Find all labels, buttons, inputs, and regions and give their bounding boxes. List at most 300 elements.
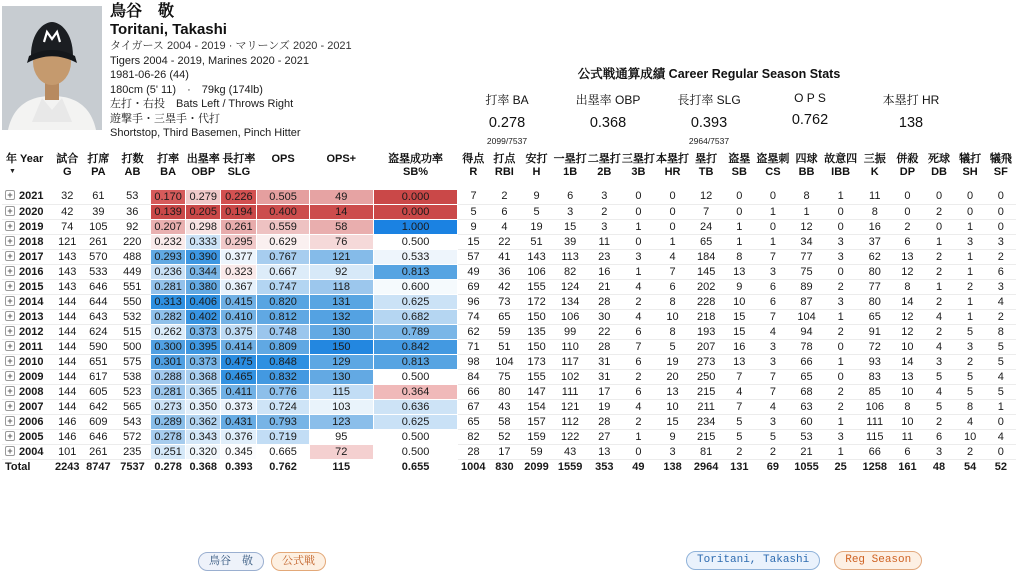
expand-row-icon[interactable]: + — [5, 206, 15, 216]
career-stat-obp: 出塁率 OBP 0.368 — [575, 93, 641, 131]
expand-row-icon[interactable]: + — [5, 251, 15, 261]
year-cell: + 2007 — [2, 399, 52, 414]
cell-1b: 43 — [553, 444, 587, 459]
cell-sh: 2 — [955, 444, 986, 459]
cell-dp: 2 — [891, 219, 923, 234]
col-header-opsplus[interactable]: OPS+ — [326, 153, 357, 165]
cell-dp: 6 — [891, 234, 923, 249]
year-cell: + 2013 — [2, 309, 52, 324]
cell-tb: 211 — [690, 399, 723, 414]
cell-pa: 646 — [82, 279, 114, 294]
cell-2b: 19 — [587, 399, 621, 414]
col-header-2b[interactable]: 二塁打 2B — [587, 153, 621, 178]
cell-slg: 0.261 — [221, 219, 257, 234]
cell-sb: 15 — [723, 324, 756, 339]
cell-rbi: 17 — [489, 444, 520, 459]
expand-row-icon[interactable]: + — [5, 190, 15, 200]
col-header-pa[interactable]: 打席 PA — [87, 153, 110, 178]
cell-2b: 2 — [587, 204, 621, 219]
col-header-obp[interactable]: 出塁率 OBP — [186, 153, 220, 178]
cell-opsplus: 115 — [309, 384, 373, 399]
cell-2b: 17 — [587, 384, 621, 399]
cell-rbi: 4 — [489, 219, 520, 234]
col-header-g[interactable]: 試合 G — [56, 153, 79, 178]
cell-rbi: 51 — [489, 339, 520, 354]
stats-table-body — [2, 189, 1016, 474]
cell-2b: 22 — [587, 324, 621, 339]
cell-hr: 5 — [655, 339, 689, 354]
career-stats-row — [468, 91, 950, 146]
cell-1b: 15 — [553, 219, 587, 234]
cell-2b: 11 — [587, 234, 621, 249]
cell-ab: 523 — [114, 384, 150, 399]
cell-k: 85 — [858, 384, 891, 399]
cell-ab: 92 — [114, 219, 150, 234]
cell-h: 59 — [520, 444, 553, 459]
expand-row-icon[interactable]: + — [5, 296, 15, 306]
cell-h: 51 — [520, 234, 553, 249]
cell-bb: 60 — [790, 414, 823, 429]
cell-slg: 0.475 — [221, 354, 257, 369]
cell-sf: 0 — [986, 444, 1016, 459]
col-header-r[interactable]: 得点 R — [462, 153, 485, 178]
col-header-3b[interactable]: 三塁打 3B — [621, 153, 655, 178]
cell-opsplus: 72 — [309, 444, 373, 459]
cell-1b: 121 — [553, 399, 587, 414]
cell-cs: 0 — [756, 219, 790, 234]
cell-ops: 0.832 — [257, 369, 309, 384]
col-header-sbpct[interactable]: 盗塁成功率 SB% — [388, 153, 444, 178]
cell-cs: 4 — [756, 399, 790, 414]
cell-ab: 220 — [114, 234, 150, 249]
cell-3b: 4 — [621, 309, 655, 324]
cell-opsplus: 14 — [309, 204, 373, 219]
cell-3b: 2 — [621, 294, 655, 309]
expand-row-icon[interactable]: + — [5, 356, 15, 366]
cell-bb: 12 — [790, 219, 823, 234]
player-name-jp-button[interactable]: 鳥谷 敬 — [198, 552, 264, 571]
cell-sf: 0 — [986, 219, 1016, 234]
cell-sf: 0 — [986, 204, 1016, 219]
year-cell: + 2008 — [2, 384, 52, 399]
cell-rbi: 41 — [489, 249, 520, 264]
cell-pa: 643 — [82, 309, 114, 324]
expand-row-icon[interactable]: + — [5, 266, 15, 276]
cell-1b: 6 — [553, 189, 587, 204]
cell-sf: 8 — [986, 324, 1016, 339]
cell-pa: 609 — [82, 414, 114, 429]
career-summary-title: 公式戦通算成績 Career Regular Season Stats — [577, 67, 841, 81]
cell-3b: 2 — [621, 369, 655, 384]
cell-2b: 28 — [587, 414, 621, 429]
cell-ab: 551 — [114, 279, 150, 294]
cell-r: 5 — [458, 204, 489, 219]
cell-opsplus: 130 — [309, 324, 373, 339]
cell-ab: 575 — [114, 354, 150, 369]
stats-row-2014 — [2, 294, 1016, 309]
cell-ab: 500 — [114, 339, 150, 354]
cell-g: 32 — [52, 189, 82, 204]
cell-sbpct: 0.813 — [373, 354, 457, 369]
col-header-bb[interactable]: 四球 BB — [795, 153, 818, 178]
cell-ibb: 1 — [823, 309, 858, 324]
col-header-ab[interactable]: 打数 AB — [121, 153, 144, 178]
cell-sbpct: 1.000 — [373, 219, 457, 234]
cell-h: 147 — [520, 384, 553, 399]
stats-row-2013 — [2, 309, 1016, 324]
cell-k: 62 — [858, 249, 891, 264]
cell-sb: 0 — [723, 204, 756, 219]
cell-r: 65 — [458, 414, 489, 429]
cell-3b: 4 — [621, 279, 655, 294]
career-stat-hr: 本塁打 HR 138 — [882, 93, 940, 131]
cell-cs: 3 — [756, 354, 790, 369]
cell-ba: 0.289 — [151, 414, 186, 429]
expand-row-icon[interactable]: + — [5, 431, 15, 441]
cell-sh: 0 — [955, 204, 986, 219]
col-header-1b[interactable]: 一塁打 1B — [553, 153, 587, 178]
year-cell: + 2014 — [2, 294, 52, 309]
cell-ibb: 2 — [823, 279, 858, 294]
cell-hr: 9 — [655, 429, 689, 444]
cell-ab: 449 — [114, 264, 150, 279]
cell-obp: 0.343 — [186, 429, 221, 444]
cell-pa: 646 — [82, 429, 114, 444]
cell-g: 42 — [52, 204, 82, 219]
cell-2b: 23 — [587, 249, 621, 264]
cell-1b: 82 — [553, 264, 587, 279]
cell-h: 159 — [520, 429, 553, 444]
expand-row-icon[interactable]: + — [5, 221, 15, 231]
cell-2b: 31 — [587, 354, 621, 369]
cell-opsplus: 49 — [309, 189, 373, 204]
cell-bb: 8 — [790, 189, 823, 204]
cell-sbpct: 0.842 — [373, 339, 457, 354]
cell-sf: 5 — [986, 384, 1016, 399]
cell-ba: 0.278 — [154, 460, 182, 473]
cell-ibb: 1 — [823, 414, 858, 429]
cell-sh: 8 — [955, 399, 986, 414]
cell-hr: 10 — [655, 309, 689, 324]
career-summary — [468, 64, 950, 146]
cell-tb: 215 — [690, 429, 723, 444]
cell-h: 150 — [520, 339, 553, 354]
cell-ops: 0.776 — [257, 384, 309, 399]
cell-g: 144 — [52, 399, 82, 414]
cell-obp: 0.402 — [186, 309, 221, 324]
col-header-sb[interactable]: 盗塁 SB — [728, 153, 751, 178]
stats-row-2018 — [2, 234, 1016, 249]
cell-ba: 0.301 — [151, 354, 186, 369]
cell-sf: 0 — [986, 414, 1016, 429]
cell-3b: 3 — [621, 249, 655, 264]
cell-h: 154 — [520, 399, 553, 414]
cell-cs: 4 — [756, 324, 790, 339]
total-label-cell: Total — [5, 460, 31, 473]
cell-pa: 261 — [82, 234, 114, 249]
cell-2b: 28 — [587, 294, 621, 309]
col-header-year[interactable]: 年 Year ▼ — [2, 152, 52, 189]
cell-r: 49 — [458, 264, 489, 279]
cell-1b: 1559 — [557, 460, 583, 473]
col-header-ibb[interactable]: 故意四 IBB — [824, 153, 858, 178]
cell-sf: 0 — [986, 189, 1016, 204]
col-header-cs[interactable]: 盗塁刺 CS — [756, 153, 790, 178]
year-cell: + 2006 — [2, 414, 52, 429]
cell-cs: 1 — [756, 204, 790, 219]
cell-slg: 0.367 — [221, 279, 257, 294]
cell-ops: 0.719 — [257, 429, 309, 444]
cell-h: 150 — [520, 309, 553, 324]
cell-dp: 8 — [891, 279, 923, 294]
cell-rbi: 830 — [495, 460, 514, 473]
col-header-slg[interactable]: 長打率 SLG — [222, 153, 256, 178]
expand-row-icon[interactable]: + — [5, 416, 15, 426]
cell-ops: 0.767 — [257, 249, 309, 264]
positions-jp: 遊撃手・三塁手・代打 — [110, 112, 220, 125]
col-header-db[interactable]: 死球 DB — [928, 153, 950, 178]
cell-db: 5 — [923, 399, 954, 414]
cell-pa: 590 — [82, 339, 114, 354]
cell-sbpct: 0.636 — [373, 399, 457, 414]
cell-sbpct: 0.813 — [373, 264, 457, 279]
year-cell: + 2015 — [2, 279, 52, 294]
cell-dp: 10 — [891, 384, 923, 399]
cell-bb: 75 — [790, 264, 823, 279]
footer-jp-buttons — [198, 552, 326, 571]
col-header-ba[interactable]: 打率 BA — [157, 153, 180, 178]
cell-slg: 0.194 — [221, 204, 257, 219]
player-name-en-button[interactable]: Toritani, Takashi — [686, 551, 820, 570]
cell-3b: 7 — [621, 339, 655, 354]
cell-ops: 0.748 — [257, 324, 309, 339]
cell-ops: 0.400 — [257, 204, 309, 219]
cell-pa: 261 — [82, 444, 114, 459]
cell-sh: 1 — [955, 309, 986, 324]
col-header-sf[interactable]: 犠飛 SF — [989, 153, 1012, 178]
cell-ba: 0.293 — [151, 249, 186, 264]
expand-row-icon[interactable]: + — [5, 326, 15, 336]
reg-season-en-button[interactable]: Reg Season — [834, 551, 922, 570]
cell-g: 2243 — [55, 460, 80, 473]
expand-row-icon[interactable]: + — [5, 341, 15, 351]
cell-sb: 1 — [723, 219, 756, 234]
cell-slg: 0.375 — [221, 324, 257, 339]
col-header-h[interactable]: 安打 H — [525, 153, 548, 178]
cell-opsplus: 92 — [309, 264, 373, 279]
year-cell: + 2011 — [2, 339, 52, 354]
cell-hr: 0 — [655, 219, 689, 234]
col-header-tb[interactable]: 塁打 TB — [695, 153, 718, 178]
cell-cs: 7 — [756, 369, 790, 384]
cell-1b: 112 — [553, 414, 587, 429]
cell-opsplus: 76 — [309, 234, 373, 249]
cell-sb: 4 — [723, 384, 756, 399]
cell-ab: 543 — [114, 414, 150, 429]
cell-bb: 34 — [790, 234, 823, 249]
cell-opsplus: 150 — [309, 339, 373, 354]
cell-cs: 5 — [756, 429, 790, 444]
cell-ops: 0.667 — [257, 264, 309, 279]
cell-rbi: 22 — [489, 234, 520, 249]
cell-opsplus: 115 — [332, 460, 351, 473]
cell-bb: 1055 — [794, 460, 819, 473]
cell-2b: 353 — [595, 460, 614, 473]
expand-row-icon[interactable]: + — [5, 311, 15, 321]
cell-rbi: 73 — [489, 294, 520, 309]
reg-season-jp-button[interactable]: 公式戦 — [271, 552, 326, 571]
cell-1b: 106 — [553, 309, 587, 324]
cell-k: 80 — [858, 264, 891, 279]
stats-row-2005 — [2, 429, 1016, 444]
cell-ops: 0.505 — [257, 189, 309, 204]
cell-db: 2 — [923, 414, 954, 429]
cell-g: 144 — [52, 309, 82, 324]
cell-ibb: 3 — [823, 429, 858, 444]
cell-2b: 3 — [587, 219, 621, 234]
expand-row-icon[interactable]: + — [5, 236, 15, 246]
sort-desc-icon[interactable]: ▼ — [9, 167, 16, 175]
cell-ops: 0.747 — [257, 279, 309, 294]
year-cell: + 2005 — [2, 429, 52, 444]
cell-ibb: 0 — [823, 219, 858, 234]
cell-k: 106 — [858, 399, 891, 414]
cell-ab: 572 — [114, 429, 150, 444]
cell-sh: 3 — [955, 234, 986, 249]
cell-sf: 3 — [986, 234, 1016, 249]
cell-ops: 0.809 — [257, 339, 309, 354]
cell-pa: 624 — [82, 324, 114, 339]
cell-r: 1004 — [461, 460, 486, 473]
cell-slg: 0.414 — [221, 339, 257, 354]
cell-rbi: 6 — [489, 204, 520, 219]
expand-row-icon[interactable]: + — [5, 401, 15, 411]
col-header-rbi[interactable]: 打点 RBI — [493, 153, 516, 178]
cell-cs: 69 — [766, 460, 780, 473]
cell-pa: 533 — [82, 264, 114, 279]
cell-ibb: 0 — [823, 369, 858, 384]
cell-3b: 0 — [621, 189, 655, 204]
cell-2b: 31 — [587, 369, 621, 384]
cell-r: 9 — [458, 219, 489, 234]
col-header-k[interactable]: 三振 K — [863, 153, 886, 178]
cell-g: 143 — [52, 249, 82, 264]
stats-row-2004 — [2, 444, 1016, 459]
col-header-dp[interactable]: 併殺 DP — [896, 153, 919, 178]
cell-slg: 0.226 — [221, 189, 257, 204]
cell-g: 143 — [52, 264, 82, 279]
cell-ibb: 0 — [823, 339, 858, 354]
col-header-sh[interactable]: 犠打 SH — [959, 153, 982, 178]
cell-ba: 0.262 — [151, 324, 186, 339]
cell-obp: 0.368 — [189, 460, 218, 473]
cell-dp: 11 — [891, 429, 923, 444]
cell-sbpct: 0.500 — [373, 369, 457, 384]
cell-hr: 0 — [655, 204, 689, 219]
cell-r: 84 — [458, 369, 489, 384]
cell-ab: 36 — [114, 204, 150, 219]
cell-sh: 2 — [955, 279, 986, 294]
cell-3b: 4 — [621, 399, 655, 414]
cell-hr: 13 — [655, 384, 689, 399]
cell-bb: 87 — [790, 294, 823, 309]
career-stat-ops: O P S 0.762 — [791, 91, 829, 128]
cell-cs: 3 — [756, 414, 790, 429]
cell-pa: 651 — [82, 354, 114, 369]
cell-ba: 0.170 — [151, 189, 186, 204]
cell-obp: 0.333 — [186, 234, 221, 249]
cell-cs: 6 — [756, 279, 790, 294]
year-cell: + 2016 — [2, 264, 52, 279]
cell-h: 155 — [520, 369, 553, 384]
cell-ibb: 0 — [823, 204, 858, 219]
cell-3b: 2 — [621, 414, 655, 429]
cell-ibb: 3 — [823, 234, 858, 249]
expand-row-icon[interactable]: + — [5, 386, 15, 396]
cell-hr: 1 — [655, 234, 689, 249]
cell-3b: 6 — [621, 324, 655, 339]
cell-sbpct: 0.364 — [373, 384, 457, 399]
cell-rbi: 52 — [489, 429, 520, 444]
expand-row-icon[interactable]: + — [5, 281, 15, 291]
player-name-jp: 鳥谷 敬 — [110, 3, 175, 20]
cell-ba: 0.281 — [151, 279, 186, 294]
cell-k: 111 — [858, 414, 891, 429]
cell-2b: 21 — [587, 279, 621, 294]
cell-r: 57 — [458, 249, 489, 264]
cell-ops: 0.793 — [257, 414, 309, 429]
cell-k: 115 — [858, 429, 891, 444]
cell-slg: 0.376 — [221, 429, 257, 444]
cell-1b: 111 — [553, 384, 587, 399]
col-header-ops[interactable]: OPS — [271, 153, 295, 165]
cell-h: 172 — [520, 294, 553, 309]
cell-1b: 102 — [553, 369, 587, 384]
cell-slg: 0.411 — [221, 384, 257, 399]
cell-bb: 21 — [790, 444, 823, 459]
cell-k: 1258 — [862, 460, 887, 473]
expand-row-icon[interactable]: + — [5, 446, 15, 456]
cell-1b: 117 — [553, 354, 587, 369]
cell-ba: 0.313 — [151, 294, 186, 309]
cell-cs: 7 — [756, 384, 790, 399]
cell-2b: 28 — [587, 339, 621, 354]
cell-cs: 6 — [756, 294, 790, 309]
cell-obp: 0.365 — [186, 384, 221, 399]
stats-row-2007 — [2, 399, 1016, 414]
cell-ba: 0.300 — [151, 339, 186, 354]
cell-db: 2 — [923, 204, 954, 219]
cell-slg: 0.345 — [221, 444, 257, 459]
cell-2b: 3 — [587, 189, 621, 204]
cell-sh: 3 — [955, 339, 986, 354]
cell-ab: 53 — [114, 189, 150, 204]
cell-tb: 12 — [690, 189, 723, 204]
cell-ibb: 1 — [823, 354, 858, 369]
cell-ba: 0.236 — [151, 264, 186, 279]
cell-r: 82 — [458, 429, 489, 444]
cell-sbpct: 0.625 — [373, 414, 457, 429]
bats-throws: 左打・右投 Bats Left / Throws Right — [110, 98, 294, 110]
cell-sb: 7 — [723, 399, 756, 414]
cell-ab: 538 — [114, 369, 150, 384]
cell-obp: 0.344 — [186, 264, 221, 279]
cell-hr: 0 — [655, 189, 689, 204]
cell-bb: 1 — [790, 204, 823, 219]
cell-dp: 0 — [891, 204, 923, 219]
col-header-hr[interactable]: 本塁打 HR — [656, 153, 690, 178]
expand-row-icon[interactable]: + — [5, 371, 15, 381]
